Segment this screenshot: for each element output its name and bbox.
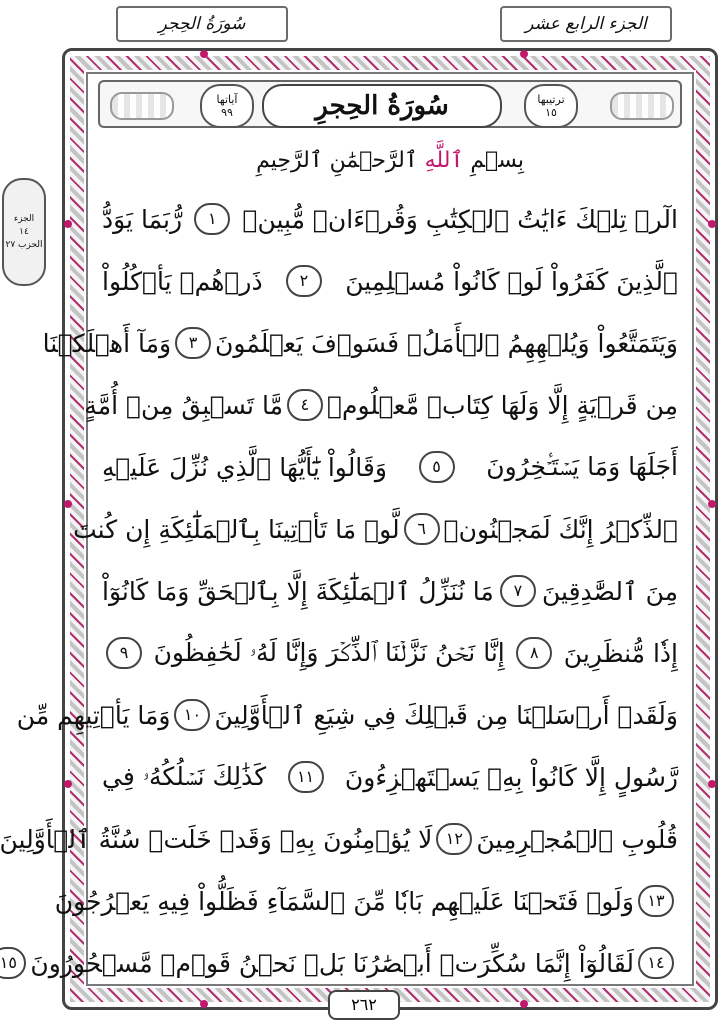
frame-gem-icon [708,780,716,788]
ayah-number-marker: ١١ [288,761,324,793]
juz-header-box [500,6,672,42]
verse-line [102,250,678,312]
verse-line [73,498,678,560]
surah-order-label: ترتيبها [537,93,565,106]
basmala [100,148,680,173]
verse-line [102,746,678,808]
verse-segment: وَيَتَمَتَّعُواْ وَيُلۡهِهِمُ ٱلۡأَمَلُۖ فَسَوۡفَ يَعۡلَمُونَ [215,328,678,358]
frame-gem-icon [64,780,72,788]
surah-order-medallion [524,84,578,128]
verse-line [102,560,678,622]
juz-hizb-marker [2,178,46,286]
verse-count-label: آياتها [216,93,238,106]
verse-segment: مِن قَرۡيَةٍ إِلَّا وَلَهَا كِتَابٞ مَّعۡلُومٞ [326,390,678,420]
verse-segment: وَمَآ أَهۡلَكۡنَا [42,328,172,358]
surah-order-value: ١٥ [545,106,557,119]
verse-segment: كَذَٰلِكَ نَسۡلُكُهُۥ فِي [102,762,267,791]
surah-title-cartouche [262,84,502,128]
verse-segment: وَلَقَدۡ أَرۡسَلۡنَا مِن قَبۡلِكَ فِي شِيَعِ ٱلۡأَوَّلِينَ [214,700,678,730]
ayah-number-marker: ١٣ [638,885,674,917]
verse-count-medallion [200,84,254,128]
verse-segment: قُلُوبِ ٱلۡمُجۡرِمِينَ [476,824,678,854]
ayah-number-marker: ١٥ [0,947,26,979]
page-number: ٢٦٢ [328,990,400,1020]
surah-header-box [116,6,288,42]
frame-gem-icon [64,220,72,228]
frame-gem-icon [708,220,716,228]
ayah-number-marker: ٣ [175,327,211,359]
ayah-number-marker: ١٠ [174,699,210,731]
verse-line [0,808,678,870]
verse-segment: إِنَّا نَحۡنُ نَزَّلۡنَا ٱلذِّكۡرَ وَإِنَّا لَهُۥ لَحَٰفِظُونَ [153,638,505,667]
verse-line [102,436,678,498]
verse-segment: لَقَالُوٓاْ إِنَّمَا سُكِّرَتۡ أَبۡصَٰرُنَا بَلۡ نَحۡنُ قَوۡمٞ مَّسۡحُورُونَ [30,948,634,978]
verse-line [102,188,678,250]
verse-segment: لَا يُؤۡمِنُونَ بِهِۦ وَقَدۡ خَلَتۡ سُنَّةُ ٱلۡأَوَّلِينَ [0,824,433,854]
verse-line [16,684,678,746]
verse-line [0,932,678,994]
ayah-number-marker: ١٢ [436,823,472,855]
basmala-allah: ٱللَّهِ [424,148,464,173]
ayah-number-marker: ٤ [287,389,323,421]
frame-gem-icon [200,1000,208,1008]
verse-line [54,870,678,932]
surah-title: سُورَةُ الحِجرِ [315,91,449,121]
surah-header-label: سُورَةُ الحِجرِ [158,14,246,34]
verse-segment: مَّا تَسۡبِقُ مِنۡ أُمَّةٍ [84,390,283,420]
verse-segment: رُّبَمَا يَوَدُّ [102,204,183,234]
verse-segment: مِنَ ٱلصَّٰدِقِينَ [542,576,678,606]
verse-segment: رَّسُولٍ إِلَّا كَانُواْ بِهِۦ يَسۡتَهۡزِءُونَ [344,762,678,792]
verse-segment: ذَرۡهُمۡ يَأۡكُلُواْ [102,266,263,296]
verse-count-value: ٩٩ [221,106,233,119]
juz-header-label: الجزء الرابع عشر [525,14,647,34]
ayah-number-marker: ٥ [419,451,455,483]
verse-segment: وَمَا يَأۡتِيهِم مِّن [16,700,171,730]
verse-segment: وَلَوۡ فَتَحۡنَا عَلَيۡهِم بَابٗا مِّنَ ٱلسَّمَآءِ فَظَلُّواْ فِيهِ يَعۡرُجُونَ [54,886,634,916]
arabesque-ornament-icon [610,92,674,120]
verse-segment: ٱلذِّكۡرُ إِنَّكَ لَمَجۡنُونٞ [443,514,678,544]
basmala-bism: بِسۡمِ [470,148,524,173]
juz-label: الجزء [13,213,35,224]
verse-segment: الٓرۚ تِلۡكَ ءَايَٰتُ ٱلۡكِتَٰبِ وَقُرۡءَانٖ مُّبِينٖ [242,204,678,234]
ayah-number-marker: ١ [194,203,230,235]
verse-segment: إِذٗا مُّنظَرِينَ [563,638,678,668]
hizb-label: الحزب ٢٧ [5,239,43,250]
frame-gem-icon [520,50,528,58]
ayah-number-marker: ٩ [106,637,142,669]
frame-gem-icon [64,500,72,508]
frame-gem-icon [708,500,716,508]
frame-gem-icon [520,1000,528,1008]
verse-line [42,312,678,374]
verse-segment: ٱلَّذِينَ كَفَرُواْ لَوۡ كَانُواْ مُسۡلِمِينَ [345,266,678,296]
ayah-number-marker: ٦ [404,513,440,545]
ayah-number-marker: ٨ [516,637,552,669]
verse-segment: أَجَلَهَا وَمَا يَسۡتَـٔۡخِرُونَ [486,452,678,481]
ayah-number-marker: ١٤ [638,947,674,979]
verse-line [84,374,678,436]
ayah-number-marker: ٧ [500,575,536,607]
verse-segment: لَّوۡ مَا تَأۡتِينَا بِٱلۡمَلَٰٓئِكَةِ إِن كُنتَ [73,514,400,544]
ayah-number-marker: ٢ [286,265,322,297]
verse-segment: مَا نُنَزِّلُ ٱلۡمَلَٰٓئِكَةَ إِلَّا بِٱلۡحَقِّ وَمَا كَانُوٓاْ [102,576,494,606]
verse-line [102,622,678,684]
frame-gem-icon [200,50,208,58]
juz-number: ١٤ [19,226,29,237]
basmala-rahman: ٱلرَّحۡمَٰنِ ٱلرَّحِيمِ [256,148,418,173]
arabesque-ornament-icon [110,92,174,120]
verse-segment: وَقَالُواْ يَٰٓأَيُّهَا ٱلَّذِي نُزِّلَ عَلَيۡهِ [102,452,387,482]
